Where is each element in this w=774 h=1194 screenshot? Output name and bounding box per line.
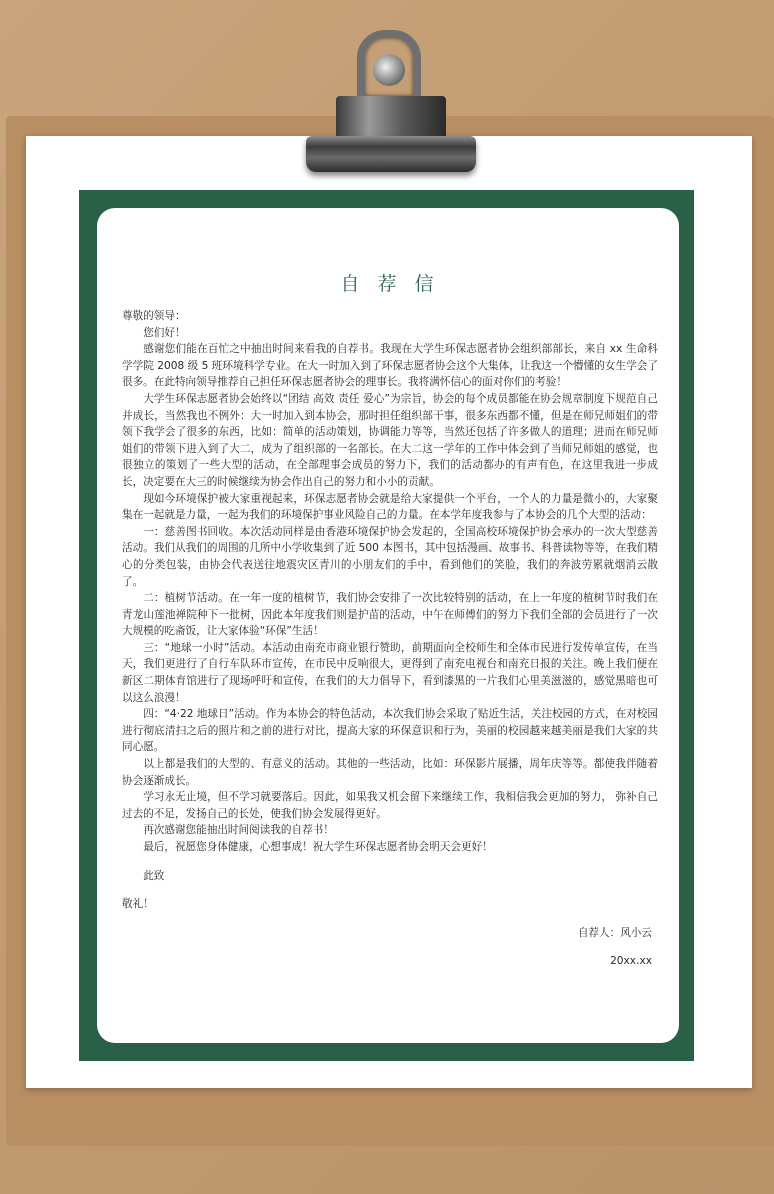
paragraph-intro: 感谢您们能在百忙之中抽出时间来看我的自荐书。我现在大学生环保志愿者协会组织部部长，来自 xx 生命科学学院 2008 级 5 班环境科学专业。在大一时加入到了环保志愿者协会这个大集体，让我这一个懵懂的女生学会了很多。在此特向领导推荐自己担任环保志愿者协会的理事长。我将满怀信心的面对你们的考验！: [122, 343, 658, 389]
paragraph-platform: 现如今环境保护被大家重视起来，环保志愿者协会就是给大家提供一个平台，一个人的力量是微小的，大家聚集在一起就是力量，一起为我们的环境保护事业风险自己的力量。在本学年度我参与了本协会的几个大型的活动：: [122, 492, 658, 522]
salutation: 尊敬的领导：: [122, 310, 186, 322]
spacer: [122, 941, 658, 953]
spacer: [122, 884, 658, 896]
spacer: [122, 856, 658, 868]
paragraph-commitment: 学习永无止境，但不学习就要落后。因此，如果我又机会留下来继续工作，我相信我会更加的努力， 弥补自己过去的不足，发扬自己的长处，使我们协会发展得更好。: [122, 791, 658, 820]
paragraph-activity-1: 一：慈善图书回收。本次活动同样是由香港环境保护协会发起的，全国高校环境保护协会承办的一次大型慈善活动。我们从我们的周围的几所中小学收集到了近 500 本图书，其中包括漫画、故事书、科普读物等等，在我们精心的分类包装，由协会代表送往地震灾区青川的小朋友们的手中，看到他们的笑脸，我们的奔波劳累就烟消云散了。: [122, 525, 658, 588]
letter-content: [122, 270, 658, 970]
paragraph-wishes: 最后，祝愿您身体健康，心想事成！祝大学生环保志愿者协会明天会更好！: [143, 841, 493, 853]
spacer: [122, 913, 658, 925]
date: 20xx.xx: [610, 955, 652, 968]
signature: 自荐人：风小云: [577, 926, 652, 939]
binder-clip-bar: [306, 136, 476, 172]
greeting: 您们好！: [143, 326, 186, 339]
paragraph-experience: 大学生环保志愿者协会始终以“团结 高效 责任 爱心”为宗旨，协会的每个成员都能在协会规章制度下规范自己并成长，当然我也不例外：大一时加入到本协会，那时担任组织部干事，很多东西都不懂，但是在师兄师姐们的带领下我学会了很多的东西，比如：简单的活动策划，协调能力等等，当然还包括了许多做人的道理；进而在师兄师姐们的带领下进入到了大二，成为了组织部的一名部长。在大二这一学年的工作中体会到了当师兄师姐的感觉，也很独立的策划了一些大型的活动，在全部理事会成员的努力下，我们的活动都办的有声有色，在这里我进一步成长，决定要在大三的时候继续为协会作出自己的努力和小小的贡献。: [122, 392, 658, 488]
binder-clip-knob: [373, 54, 405, 86]
paragraph-activity-3: 三：“地球一小时”活动。本活动由南充市商业银行赞助，前期面向全校师生和全体市民进行发传单宣传，在当天，我们更进行了自行车队环市宣传，在市民中反响很大，更得到了南充电视台和南充日报的关注。晚上我们便在新区二期体育馆进行了现场呼吁和宣传，在我们的大力倡导下，看到漆黑的一片我们心里美滋滋的，感觉黑暗也可以这么浪漫！: [122, 641, 658, 704]
closing-jing-li: 敬礼！: [122, 898, 154, 911]
paragraph-activity-4: 四：“4·22 地球日”活动。作为本协会的特色活动，本次我们协会采取了贴近生活，关注校园的方式，在对校园进行彻底清扫之后的照片和之前的进行对比，提高大家的环保意识和行为，美丽的校园越来越美丽是我们大家的共同心愿。: [122, 708, 658, 754]
paragraph-thanks: 再次感谢您能抽出时间阅读我的自荐书！: [143, 824, 334, 837]
closing-ci-zhi: 此致: [143, 869, 165, 882]
letter-title: 自 荐 信: [340, 273, 440, 295]
paragraph-activity-2: 二：植树节活动。在一年一度的植树节，我们协会安排了一次比较特别的活动，在上一年度的植树节时我们在青龙山莲池禅院种下一批树，因此本年度我们则是护苗的活动，中午在师傅们的努力下我们全部的会员进行了一次大规模的吃斋饭，让大家体验“环保”生活！: [122, 592, 658, 638]
paragraph-summary: 以上都是我们的大型的、有意义的活动。其他的一些活动，比如：环保影片展播，周年庆等等。都使我伴随着协会逐渐成长。: [122, 758, 658, 787]
